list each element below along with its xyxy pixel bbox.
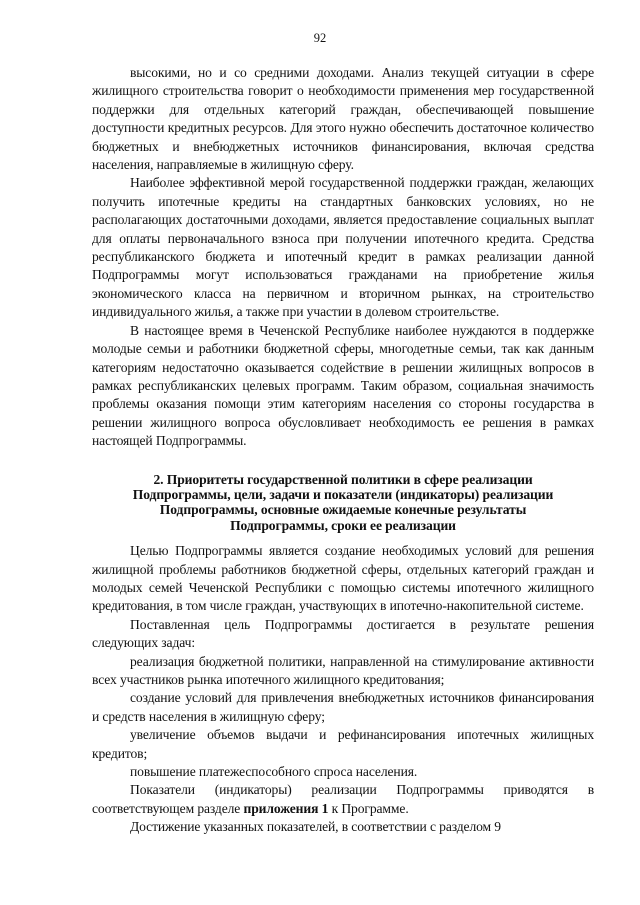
section-heading-line: Подпрограммы, сроки ее реализации xyxy=(230,517,456,533)
task-item-solvent-demand: повышение платежеспособного спроса населения. xyxy=(130,764,418,780)
paragraph-subprogram-goal: Целью Подпрограммы является создание необходимых условий для решения жилищной проблемы работников бюджетной сферы, отдельных категорий граждан и молодых семей Чеченской Республики с помощью системы ипотечного жилищного кредитования, в том числе граждан, участвующих в ипотечно-накопительной системе. xyxy=(92,543,594,614)
paragraph-state-support: Наиболее эффективной мерой государственной поддержки граждан, желающих получить ипотечные кредиты на стандартных банковских условиях, но не располагающих достаточными доходами, является предоставление социальных выплат для оплаты первоначального взноса при получении ипотечного кредита. Средства республиканского бюджета и ипотечный кредит в рамках реализации данной Подпрограммы могут использоваться гражданами на приобретение жилья экономического класса на первичном и вторичном рынках, на строительство индивидуального жилья, а также при участии в долевом строительстве. xyxy=(92,175,594,320)
section-heading-line: 2. Приоритеты государственной политики в сфере реализации xyxy=(153,471,533,487)
task-item-mortgage-volume: увеличение объемов выдачи и рефинансирования ипотечных жилищных кредитов; xyxy=(92,727,594,761)
paragraph-chechen-republic-needs: В настоящее время в Чеченской Республике наиболее нуждаются в поддержке молодые семьи и работники бюджетной сферы, многодетные семьи, так как данным категориям недостаточно оказывается содействие в решении жилищных вопросов в рамках республиканских целевых программ. Таким образом, социальная значимость проблемы оказания помощи этим категориям населения со стороны государства в решении жилищного вопроса обусловливает необходимость ее решения в рамках настоящей Подпрограммы. xyxy=(92,322,594,449)
indicators-text-start: Показатели (индикаторы) реализации Подпрограммы приводятся в соответствующем разделе xyxy=(92,782,594,816)
section-heading xyxy=(92,472,594,534)
paragraph-achievement: Достижение указанных показателей, в соответствии с разделом 9 xyxy=(130,819,501,835)
task-item-extrabudgetary-sources: создание условий для привлечения внебюджетных источников финансирования и средств населения в жилищную сферу; xyxy=(92,690,594,724)
appendix-reference: приложения 1 xyxy=(243,800,329,816)
body-text xyxy=(92,64,594,837)
section-heading-line: Подпрограммы, цели, задачи и показатели (индикаторы) реализации xyxy=(132,486,554,502)
paragraph-tasks-intro: Поставленная цель Подпрограммы достигается в результате решения следующих задач: xyxy=(92,616,594,651)
indicators-text-end: к Программе. xyxy=(328,800,409,816)
paragraph-indicators xyxy=(92,781,594,818)
paragraph-housing-analysis: высокими, но и со средними доходами. Анализ текущей ситуации в сфере жилищного строительства говорит о необходимости применения мер государственной поддержки для отдельных категорий граждан, обеспечивающей повышение доступности кредитных ресурсов. Для этого нужно обеспечить достаточное количество бюджетных и внебюджетных источников финансирования, включая средства населения, направляемые в жилищную сферу. xyxy=(92,65,594,173)
section-heading-line: Подпрограммы, основные ожидаемые конечные результаты xyxy=(159,502,527,518)
task-item-budget-policy: реализация бюджетной политики, направленной на стимулирование активности всех участников рынка ипотечного жилищного кредитования; xyxy=(92,653,594,687)
page-number: 92 xyxy=(313,31,327,45)
